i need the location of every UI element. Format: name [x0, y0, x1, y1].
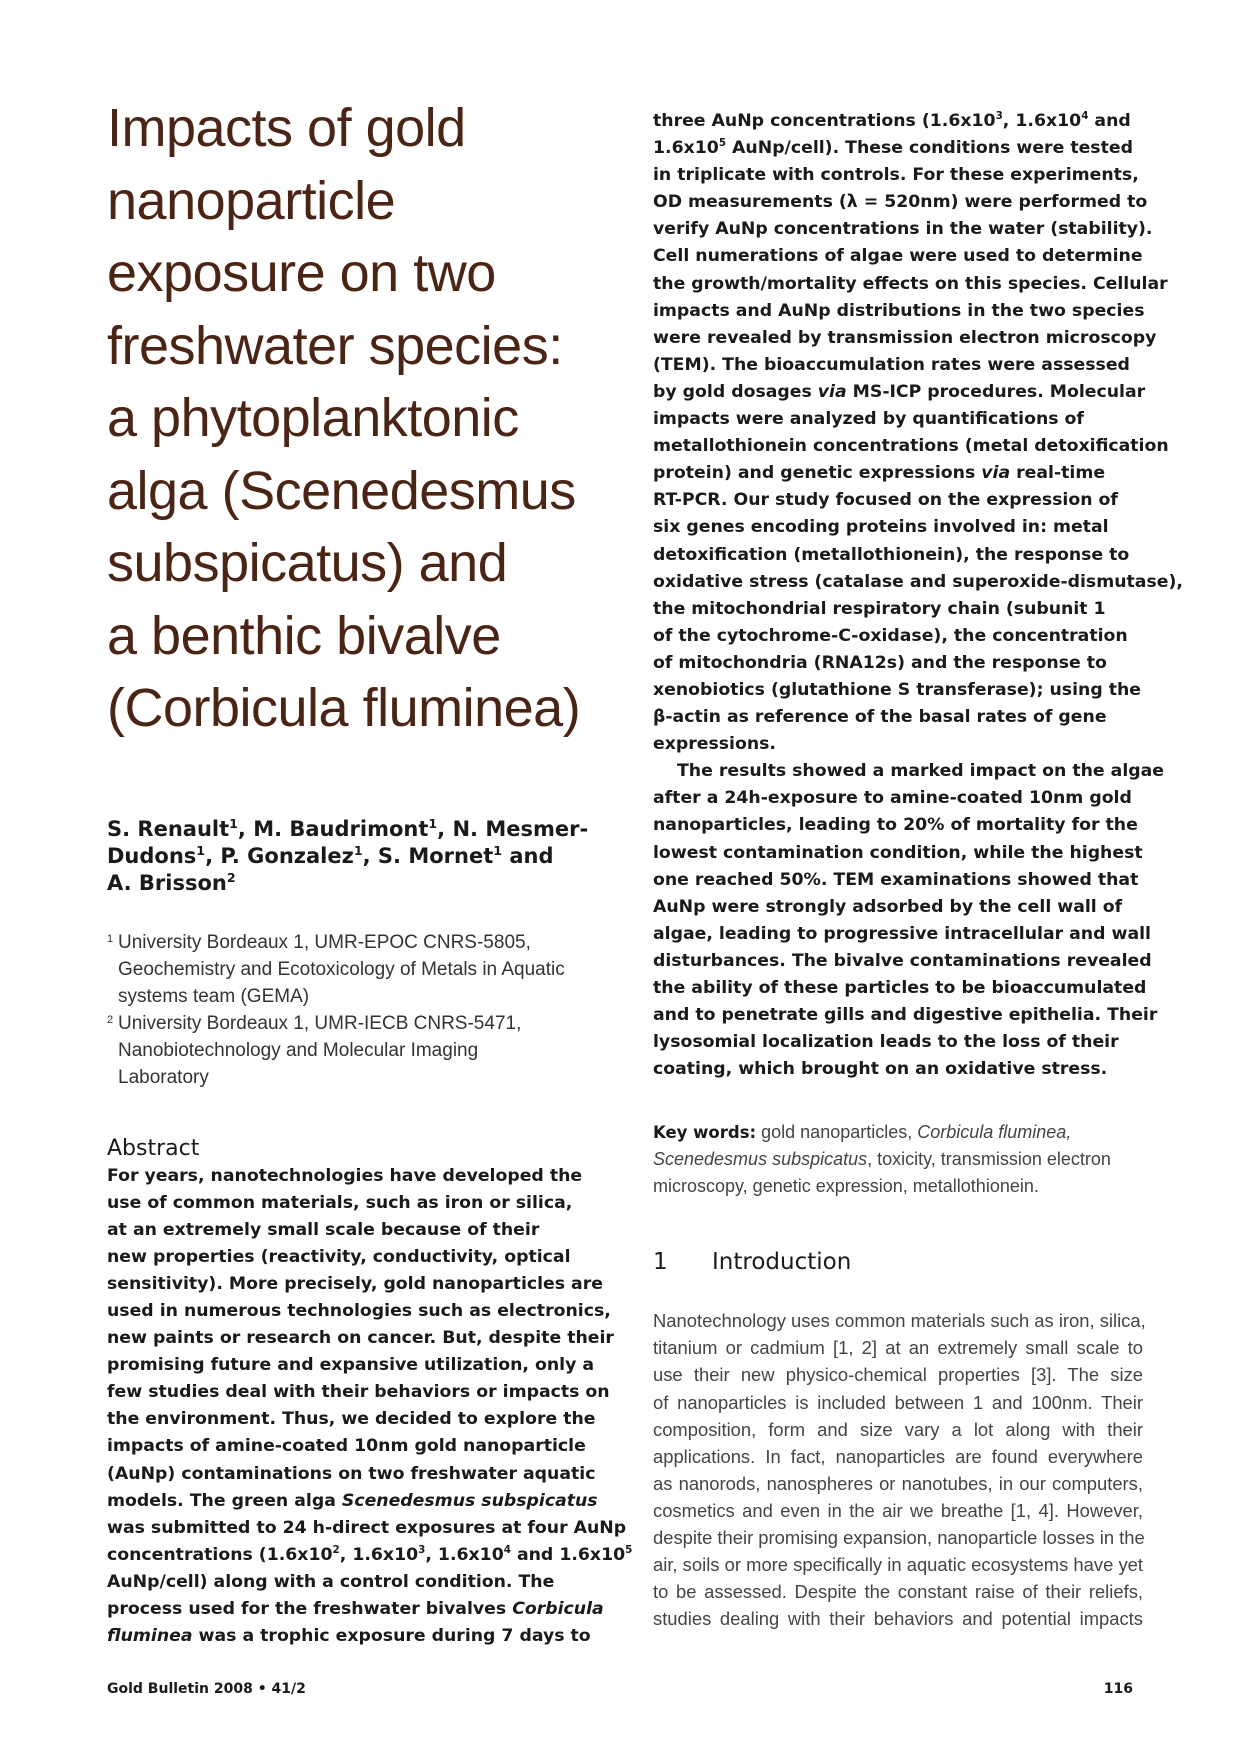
exponent: 5 [625, 1544, 633, 1557]
author-affil-sup: 1 [196, 842, 206, 858]
affiliation-line: Nanobiotechnology and Molecular Imaging [118, 1039, 479, 1061]
affiliation-number: 2 [107, 1013, 114, 1026]
affiliations [107, 929, 607, 1091]
affiliation [107, 929, 607, 1010]
abstract-heading: Abstract [107, 1135, 200, 1161]
body-line: studies dealing with their behaviors and potential impacts [653, 1607, 1143, 1629]
title-line: subspicatus) and [107, 533, 508, 593]
abstract-line: metallothionein concentrations (metal detoxification [653, 436, 1169, 457]
abstract-line: promising future and expansive utilization, only a [107, 1355, 595, 1376]
text-run: 1.6x10 [653, 138, 719, 159]
right-column [653, 108, 1183, 1632]
title-line: a phytoplanktonic [107, 388, 519, 448]
species-name: Corbicula [512, 1599, 604, 1619]
affiliation-line: systems team (GEMA) [118, 985, 310, 1007]
species-name: fluminea [107, 1626, 193, 1647]
body-line: Nanotechnology uses common materials such as iron, silica, [653, 1310, 1146, 1332]
abstract-line: xenobiotics (glutathione S transferase); using the [653, 679, 1141, 700]
text-run: models. The green alga [107, 1490, 342, 1511]
species-name: Scenedesmus subspicatus [341, 1490, 598, 1511]
body-line: composition, form and size vary a lot along with their [653, 1418, 1143, 1440]
abstract-line: impacts of amine-coated 10nm gold nanoparticle [107, 1436, 586, 1457]
text-run: concentrations (1.6x10 [107, 1544, 333, 1565]
abstract-line: at an extremely small scale because of their [107, 1219, 540, 1240]
abstract-line: impacts and AuNp distributions in the two species [653, 300, 1145, 321]
abstract-line: oxidative stress (catalase and superoxide-dismutase), [653, 571, 1183, 592]
text-run: , toxicity, transmission electron [867, 1149, 1111, 1170]
affiliation-line: Geochemistry and Ecotoxicology of Metals in Aquatic [118, 958, 565, 980]
abstract-line: the mitochondrial respiratory chain (subunit 1 [653, 598, 1106, 619]
abstract-line: few studies deal with their behaviors or impacts on [107, 1382, 610, 1403]
exponent: 3 [418, 1544, 426, 1557]
abstract-line: the environment. Thus, we decided to explore the [107, 1409, 596, 1430]
abstract-line [107, 1542, 633, 1569]
author: , M. Baudrimont [237, 816, 429, 841]
author: A. Brisson [107, 870, 227, 895]
abstract-line: used in numerous technologies such as electronics, [107, 1300, 611, 1321]
text-run: gold nanoparticles, [756, 1122, 918, 1143]
body-line: to be assessed. Despite the constant raise of their reliefs, [653, 1580, 1143, 1602]
abstract-text-left [107, 1163, 633, 1651]
footer-page-number: 116 [1103, 1681, 1133, 1697]
author-affil-sup: 1 [428, 815, 438, 831]
footer-journal: Gold Bulletin 2008 • 41/2 [107, 1681, 306, 1697]
introduction-text [653, 1307, 1146, 1632]
abstract-line: in triplicate with controls. For these experiments, [653, 165, 1139, 186]
abstract-line [107, 1623, 607, 1650]
text-run: three AuNp concentrations (1.6x10 [653, 111, 996, 131]
abstract-line [653, 108, 1143, 135]
body-line: cosmetics and even in the air we breathe [1, 4]. However, [653, 1499, 1143, 1521]
abstract-line [653, 460, 1143, 487]
left-column [107, 92, 633, 1650]
exponent: 5 [718, 137, 727, 150]
exponent: 4 [503, 1544, 511, 1557]
abstract-line: lysosomial localization leads to the loss of their [653, 1032, 1119, 1053]
author: S. Renault [107, 816, 230, 841]
author: , N. Mesmer- [437, 816, 589, 841]
abstract-line [107, 1488, 607, 1515]
affiliation-line: Laboratory [118, 1066, 209, 1088]
abstract-line: new properties (reactivity, conductivity, optical [107, 1246, 571, 1267]
author: Dudons [107, 843, 197, 868]
abstract-line: algae, leading to progressive intracellular and wall [653, 923, 1151, 944]
affiliation-number: 1 [107, 932, 114, 945]
abstract-line: (AuNp) contaminations on two freshwater aquatic [107, 1463, 596, 1484]
text-run: , 1.6x10 [1002, 111, 1082, 131]
exponent: 4 [1081, 110, 1089, 123]
abstract-line: The results showed a marked impact on the algae [677, 761, 1164, 782]
abstract-line: Cell numerations of algae were used to determine [653, 246, 1143, 267]
author-affil-sup: 2 [226, 869, 236, 885]
abstract-line: nanoparticles, leading to 20% of mortality for the [653, 815, 1138, 836]
text-run: , 1.6x10 [425, 1544, 504, 1565]
affiliation-line: University Bordeaux 1, UMR-IECB CNRS-5471, [118, 1012, 522, 1034]
abstract-line: RT-PCR. Our study focused on the expression of [653, 490, 1118, 511]
author-affil-sup: 1 [229, 815, 238, 831]
title-line: Impacts of gold [107, 98, 466, 158]
title-line: nanoparticle [107, 170, 396, 231]
text-run: protein) and genetic expressions [653, 463, 982, 484]
author-list [107, 816, 607, 897]
keywords [653, 1119, 1143, 1200]
abstract-line: β-actin as reference of the basal rates of gene [653, 707, 1107, 728]
body-line: as nanorods, nanospheres or nanotubes, in our computers, [653, 1472, 1143, 1494]
abstract-line: AuNp were strongly adsorbed by the cell wall of [653, 896, 1123, 917]
abstract-line: sensitivity). More precisely, gold nanoparticles are [107, 1273, 603, 1294]
abstract-line: expressions. [653, 734, 777, 755]
text-run: by gold dosages [653, 381, 818, 402]
abstract-line: of mitochondria (RNA12s) and the response to [653, 652, 1107, 673]
text-run: was a trophic exposure during 7 days to [192, 1626, 591, 1647]
abstract-line: and to penetrate gills and digestive epithelia. Their [653, 1005, 1158, 1026]
body-line: despite their promising expansion, nanoparticle losses in the [653, 1526, 1145, 1548]
text-run: and [1088, 111, 1131, 131]
abstract-line: was submitted to 24 h-direct exposures at four AuNp [107, 1517, 627, 1538]
text-run: real-time [1010, 463, 1106, 484]
keywords-line [653, 1146, 1143, 1173]
italic-term: via [981, 463, 1011, 484]
title-line: a benthic bivalve [107, 605, 501, 666]
text-run: and 1.6x10 [510, 1544, 626, 1565]
abstract-line [653, 135, 1143, 162]
abstract-line: disturbances. The bivalve contaminations revealed [653, 950, 1152, 971]
abstract-line: one reached 50%. TEM examinations showed that [653, 869, 1139, 890]
abstract-line: For years, nanotechnologies have developed the [107, 1165, 583, 1186]
affiliation-line: University Bordeaux 1, UMR-EPOC CNRS-5805, [118, 931, 531, 953]
abstract-line: use of common materials, such as iron or silica, [107, 1192, 573, 1213]
abstract-line: after a 24h-exposure to amine-coated 10nm gold [653, 788, 1132, 809]
title-line: freshwater species: [107, 315, 563, 376]
body-line: air, soils or more specifically in aquatic ecosystems have yet [653, 1553, 1143, 1575]
abstract-line [107, 1596, 607, 1623]
abstract-line [653, 379, 1146, 406]
species-name: Scenedesmus subspicatus [653, 1149, 868, 1170]
abstract-line: AuNp/cell) along with a control condition. The [107, 1571, 555, 1592]
article-title [107, 92, 607, 745]
body-line: use their new physico-chemical properties [3]. The size [653, 1364, 1143, 1386]
author-conjunction: and [502, 843, 554, 868]
section-number: 1 [653, 1249, 668, 1276]
author-affil-sup: 1 [353, 842, 363, 858]
abstract-line: coating, which brought on an oxidative stress. [653, 1059, 1108, 1080]
keywords-line: microscopy, genetic expression, metallothionein. [653, 1176, 1039, 1197]
author: , P. Gonzalez [205, 843, 354, 868]
title-line: alga (Scenedesmus [107, 460, 576, 521]
affiliation [107, 1010, 607, 1091]
abstract-line: (TEM). The bioaccumulation rates were assessed [653, 354, 1130, 375]
exponent: 2 [332, 1544, 340, 1557]
exponent: 3 [995, 110, 1003, 123]
abstract-line: new paints or research on cancer. But, despite their [107, 1328, 614, 1349]
body-line: of nanoparticles is included between 1 and 100nm. Their [653, 1391, 1143, 1413]
title-line: exposure on two [107, 243, 496, 303]
abstract-line: the growth/mortality effects on this species. Cellular [653, 273, 1168, 294]
section-title: Introduction [712, 1249, 852, 1276]
body-line: applications. In fact, nanoparticles are found everywhere [653, 1445, 1143, 1467]
title-line: (Corbicula fluminea) [107, 678, 581, 738]
abstract-line: of the cytochrome-C-oxidase), the concentration [653, 625, 1128, 646]
abstract-line: the ability of these particles to be bioaccumulated [653, 978, 1147, 998]
abstract-line: detoxification (metallothionein), the response to [653, 544, 1130, 565]
author-affil-sup: 1 [493, 842, 503, 858]
text-run: MS-ICP procedures. Molecular [846, 381, 1146, 402]
abstract-line: verify AuNp concentrations in the water (stability). [653, 219, 1153, 240]
text-run: AuNp/cell). These conditions were tested [726, 138, 1133, 159]
abstract-text-right [653, 108, 1183, 1083]
keywords-label: Key words: [653, 1123, 757, 1143]
abstract-line: impacts were analyzed by quantifications of [653, 409, 1084, 430]
abstract-line: six genes encoding proteins involved in: metal [653, 517, 1109, 538]
species-name: Corbicula fluminea, [917, 1122, 1072, 1143]
abstract-line: lowest contamination condition, while the highest [653, 842, 1143, 863]
text-run: process used for the freshwater bivalves [107, 1599, 513, 1619]
author: , S. Mornet [362, 843, 494, 868]
abstract-line: were revealed by transmission electron microscopy [653, 327, 1157, 348]
section-heading-introduction [653, 1247, 1143, 1277]
keywords-line [653, 1119, 1143, 1146]
abstract-line: OD measurements (λ = 520nm) were performed to [653, 192, 1148, 213]
text-run: , 1.6x10 [339, 1544, 419, 1565]
italic-term: via [817, 381, 847, 402]
body-line: titanium or cadmium [1, 2] at an extremely small scale to [653, 1337, 1143, 1359]
